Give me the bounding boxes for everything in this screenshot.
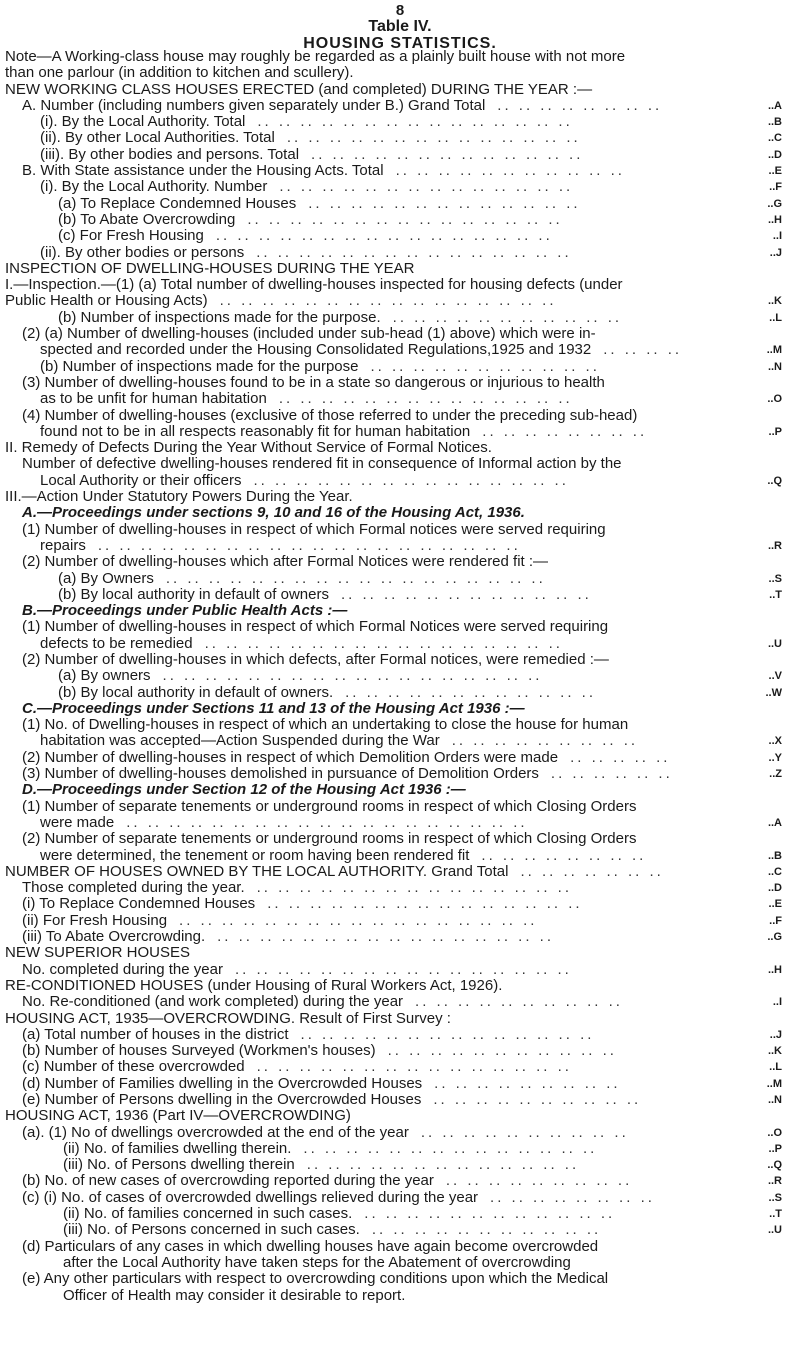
- document-line: [0, 1076, 800, 1092]
- line-text: (a) By owners: [58, 667, 151, 685]
- document-line: [0, 326, 800, 342]
- line-text: INSPECTION OF DWELLING-HOUSES DURING THE YEAR: [5, 259, 415, 277]
- document-line: [0, 1141, 800, 1157]
- line-text: (i). By the Local Authority. Number: [40, 178, 268, 196]
- page-number: 8: [395, 2, 405, 19]
- document-line: [0, 896, 800, 912]
- dot-leader: .. .. .. .. .. ..: [550, 766, 673, 783]
- document-line: [0, 245, 800, 261]
- document-line: [0, 717, 800, 733]
- document-line: [0, 554, 800, 570]
- line-text: defects to be remedied: [40, 634, 193, 652]
- line-text: habitation was accepted—Action Suspended during the War: [40, 732, 440, 750]
- line-text: (b) By local authority in default of owners: [58, 585, 329, 603]
- row-letter: ..B: [767, 116, 782, 129]
- document-line: [0, 342, 800, 358]
- document-line: [0, 1108, 800, 1124]
- document-line: [0, 505, 800, 521]
- row-letter: ..K: [767, 1045, 782, 1058]
- dot-leader: .. .. .. .. .. .. .. .. .. .. .. .. .. .. .. ..: [215, 228, 553, 245]
- line-text: (1) Number of dwelling-houses in respect of which Formal Notices were served requiring: [22, 618, 609, 636]
- row-letter: ..J: [769, 246, 782, 259]
- row-letter: ..C: [767, 865, 782, 878]
- row-letter: ..P: [768, 1142, 782, 1155]
- row-letter: ..U: [767, 637, 782, 650]
- dot-leader: .. .. .. .. .. .. .. .. .. .. .. .. .. ..: [279, 179, 574, 196]
- dot-leader: .. .. .. .. .. .. .. .. .. .. .. .. ..: [311, 146, 584, 163]
- line-text: D.—Proceedings under Section 12 of the Housing Act 1936 :—: [22, 781, 466, 799]
- document-line: [0, 359, 800, 375]
- dot-leader: .. .. .. .. .. .. .. .. .. ..: [420, 1124, 629, 1141]
- line-text: (a) By Owners: [58, 569, 154, 587]
- row-letter: ..Q: [767, 1159, 782, 1172]
- row-letter: ..A: [767, 816, 782, 829]
- line-text: NUMBER OF HOUSES OWNED BY THE LOCAL AUTHORITY. Grand Total: [5, 862, 509, 880]
- line-text: (iii) No. of Persons dwelling therein: [63, 1156, 295, 1174]
- line-text: (ii) No. of families dwelling therein.: [63, 1139, 292, 1157]
- row-letter: ..Q: [767, 474, 782, 487]
- document-line: [0, 913, 800, 929]
- line-text: III.—Action Under Statutory Powers During the Year.: [5, 488, 353, 506]
- line-text: (2) (a) Number of dwelling-houses (included under sub-head (1) above) which were in-: [22, 325, 596, 343]
- row-letter: ..K: [767, 295, 782, 308]
- dot-leader: .. .. .. .. .. .. .. .. .. .. .. ..: [345, 684, 597, 701]
- dot-leader: .. .. .. .. .. .. .. .. .. .. .. .. ..: [308, 195, 581, 212]
- document-line: [0, 1011, 800, 1027]
- document-line: [0, 473, 800, 489]
- line-text: Note—A Working-class house may roughly be regarded as a plainly built house with not more: [5, 48, 626, 65]
- document-line: [0, 1222, 800, 1238]
- row-letter: ..F: [769, 181, 782, 194]
- row-letter: ..D: [767, 882, 782, 895]
- line-text: were determined, the tenement or room having been rendered fit: [40, 846, 470, 864]
- document-line: [0, 782, 800, 798]
- row-letter: ..D: [767, 148, 782, 161]
- document-line: [0, 701, 800, 717]
- dot-leader: .. .. .. .. .. .. .. .. .. .. .. .. .. .. ..: [256, 1059, 572, 1076]
- line-text: (iii) No. of Persons concerned in such cases.: [63, 1221, 360, 1239]
- row-letter: ..N: [767, 1094, 782, 1106]
- document-line: [0, 147, 800, 163]
- row-letter: ..G: [767, 197, 782, 210]
- document-line: [0, 1239, 800, 1255]
- document-line: [0, 1125, 800, 1141]
- dot-leader: .. .. .. .. .. .. .. .. .. .. .. ..: [364, 1206, 616, 1223]
- line-text: (b) To Abate Overcrowding: [58, 210, 236, 228]
- dot-leader: .. .. .. .. .. .. .. .. .. .. .. .. .. .. ..: [257, 114, 573, 131]
- line-text: II. Remedy of Defects During the Year Without Service of Formal Notices.: [5, 439, 492, 457]
- line-text: No. completed during the year: [22, 960, 223, 978]
- row-letter: ..G: [767, 931, 782, 944]
- document-line: [0, 82, 800, 98]
- row-letter: ..L: [769, 311, 782, 324]
- document-line: [0, 962, 800, 978]
- line-text: (ii) No. of families concerned in such cases.: [63, 1205, 353, 1223]
- line-text: (b) Number of houses Surveyed (Workmen's houses): [22, 1042, 376, 1060]
- row-letter: ..X: [768, 735, 782, 748]
- dot-leader: .. .. .. .. .. .. .. .. .. .. .. .. .. .. .. ..: [217, 929, 555, 946]
- document-line: [0, 619, 800, 635]
- dot-leader: .. .. .. .. .. .. .. .. .. ..: [433, 1092, 642, 1108]
- document-line: [0, 587, 800, 603]
- document-line: [0, 163, 800, 179]
- document-line: [0, 196, 800, 212]
- dot-leader: .. .. .. .. .. .. .. .. .. .. .. .. .. .. ..: [253, 472, 569, 489]
- row-letter: ..U: [767, 1224, 782, 1237]
- line-text: (d) Number of Families dwelling in the Overcrowded Houses: [22, 1074, 423, 1092]
- document-line: [0, 880, 800, 896]
- document-line: [0, 799, 800, 815]
- line-text: (c) Number of these overcrowded: [22, 1058, 245, 1076]
- line-text: (i) To Replace Condemned Houses: [22, 895, 256, 913]
- line-text: (a) Total number of houses in the district: [22, 1025, 289, 1043]
- dot-leader: .. .. .. .. .. .. .. .. ..: [445, 1173, 633, 1190]
- document-line: [0, 1157, 800, 1173]
- line-text: (4) Number of dwelling-houses (exclusive of those referred to under the preceding sub-head): [22, 406, 638, 424]
- dot-leader: .. .. .. .. .. .. .. ..: [481, 847, 647, 864]
- row-letter: ..B: [767, 849, 782, 862]
- line-text: B.—Proceedings under Public Health Acts :—: [22, 602, 348, 620]
- row-letter: ..R: [767, 1175, 782, 1188]
- dot-leader: .. .. .. .. .. .. .. .. .. .. .. .. .. .. .. .. .. ..: [162, 668, 543, 685]
- line-text: (iii) To Abate Overcrowding.: [22, 928, 206, 946]
- document-line: [0, 1255, 800, 1271]
- document-line: [0, 440, 800, 456]
- line-text: (ii). By other bodies or persons: [40, 243, 245, 261]
- row-letter: ..A: [767, 99, 782, 112]
- document-line: [0, 1027, 800, 1043]
- line-text: (e) Number of Persons dwelling in the Overcrowded Houses: [22, 1091, 422, 1108]
- dot-leader: .. .. .. .. .. .. .. .. .. .. .. .. .. ..: [300, 1026, 595, 1043]
- line-text: Local Authority or their officers: [40, 471, 242, 489]
- row-letter: ..S: [768, 572, 782, 585]
- row-letter: ..Z: [769, 768, 782, 781]
- row-letter: ..F: [769, 914, 782, 927]
- line-text: A.—Proceedings under sections 9, 10 and 16 of the Housing Act, 1936.: [22, 504, 525, 522]
- line-text: RE-CONDITIONED HOUSES (under Housing of Rural Workers Act, 1926).: [5, 976, 503, 994]
- dot-leader: .. .. .. .. .. .. .. .. .. .. ..: [392, 309, 623, 326]
- document-line: [0, 848, 800, 864]
- line-text: B. With State assistance under the Housing Acts. Total: [22, 162, 384, 180]
- document-line: [0, 733, 800, 749]
- line-text: HOUSING ACT, 1935—OVERCROWDING. Result of First Survey :: [5, 1009, 451, 1027]
- row-letter: ..P: [768, 425, 782, 438]
- document-line: [0, 375, 800, 391]
- document-line: [0, 1271, 800, 1287]
- row-letter: ..C: [767, 132, 782, 145]
- row-letter: ..N: [767, 360, 782, 373]
- dot-leader: .. .. .. .. .. .. .. .. ..: [451, 733, 639, 750]
- document-line: [0, 1092, 800, 1108]
- row-letter: ..S: [768, 1191, 782, 1204]
- line-text: (3) Number of dwelling-houses demolished in pursuance of Demolition Orders: [22, 765, 539, 783]
- row-letter: ..W: [765, 686, 782, 699]
- document-line: [0, 668, 800, 684]
- document-line: [0, 864, 800, 880]
- document-line: [0, 456, 800, 472]
- document-line: [0, 831, 800, 847]
- row-letter: ..R: [767, 539, 782, 552]
- row-letter: ..E: [768, 898, 782, 911]
- line-text: spected and recorded under the Housing Consolidated Regulations,1925 and 1932: [40, 341, 592, 359]
- dot-leader: .. .. .. .. .. .. .. .. .. ..: [415, 994, 623, 1011]
- row-letter: ..I: [772, 230, 782, 243]
- dot-leader: .. .. .. .. .. .. .. .. .. .. .. .. .. .. ..: [256, 880, 573, 897]
- dot-leader: .. .. .. .. .. .. .. .. .. .. .. .. .. .. .. .. .. .. .. ..: [97, 537, 521, 554]
- line-text: (e) Any other particulars with respect to overcrowding conditions upon which the Medical: [22, 1270, 609, 1288]
- dot-leader: .. .. .. .. .. .. .. .. .. .. .. .. .. .. .. ..: [234, 961, 572, 978]
- dot-leader: .. .. .. .. .. .. .. .. .. .. .. .. .. ..: [286, 130, 581, 147]
- dot-leader: .. .. .. .. .. .. .. .. .. .. .. .. ..: [306, 1157, 580, 1174]
- dot-leader: .. .. .. .. .. .. .. .. ..: [434, 1075, 621, 1092]
- line-text: (3) Number of dwelling-houses found to be in a state so dangerous or injurious to health: [22, 373, 605, 391]
- section-title: HOUSING STATISTICS.: [303, 35, 497, 52]
- dot-leader: .. .. .. .. .. .. .. ..: [490, 1189, 655, 1206]
- document-line: [0, 929, 800, 945]
- line-text: I.—Inspection.—(1) (a) Total number of dwelling-houses inspected for housing defects (under: [5, 276, 623, 294]
- dot-leader: .. .. .. .. .. .. .. .. .. .. .. .. .. .. .. ..: [219, 293, 557, 310]
- line-text: A. Number (including numbers given separately under B.) Grand Total: [22, 96, 486, 114]
- dot-leader: .. .. .. .. .. .. .. .. .. .. ..: [371, 1222, 602, 1239]
- line-text: (i). By the Local Authority. Total: [40, 113, 246, 131]
- dot-leader: .. .. .. .. ..: [570, 749, 671, 766]
- row-letter: ..M: [766, 1077, 782, 1090]
- document-line: [0, 1173, 800, 1189]
- document-line: [0, 1043, 800, 1059]
- document-line: [0, 1059, 800, 1075]
- document-line: [0, 310, 800, 326]
- document-line: [0, 1206, 800, 1222]
- document-line: [0, 603, 800, 619]
- document-line: [0, 978, 800, 994]
- line-text: (2) Number of dwelling-houses in respect of which Demolition Orders were made: [22, 748, 559, 766]
- document-line: [0, 408, 800, 424]
- dot-leader: .. .. .. .. .. .. .. .. .. .. .. .. .. .. .. .. ..: [179, 912, 538, 929]
- line-text: (iii). By other bodies and persons. Total: [40, 145, 300, 163]
- dot-leader: .. .. .. .. .. .. .. .. .. .. .. .. .. .. .. .. .. ..: [165, 570, 546, 587]
- line-text: after the Local Authority have taken steps for the Abatement of overcrowding: [63, 1253, 571, 1271]
- row-letter: ..H: [767, 963, 782, 976]
- document-line: [0, 114, 800, 130]
- line-text: (ii) For Fresh Housing: [22, 911, 168, 929]
- line-text: (2) Number of dwelling-houses which after Formal Notices were rendered fit :—: [22, 553, 549, 571]
- dot-leader: .. .. .. .. .. .. .. .. .. .. .. .. .. ..: [303, 1140, 598, 1157]
- line-text: Number of defective dwelling-houses rendered fit in consequence of Informal action by the: [22, 455, 622, 473]
- dot-leader: .. .. .. .. .. .. .. ..: [497, 97, 663, 114]
- line-text: (b) By local authority in default of owners.: [58, 683, 334, 701]
- dot-leader: .. .. .. .. .. .. .. .. .. .. ..: [395, 163, 625, 180]
- line-text: Those completed during the year.: [22, 879, 245, 897]
- line-text: (ii). By other Local Authorities. Total: [40, 129, 275, 147]
- dot-leader: .. .. .. .. .. .. .. .. .. .. .. .. .. .. .. .. .. .. ..: [126, 814, 528, 831]
- line-text: (a). (1) No of dwellings overcrowded at the end of the year: [22, 1123, 409, 1141]
- line-text: (2) Number of dwelling-houses in which defects, after Formal notices, were remedied :—: [22, 650, 609, 668]
- document-line: [0, 750, 800, 766]
- line-text: NEW SUPERIOR HOUSES: [5, 944, 191, 962]
- dot-leader: .. .. .. .. .. .. .. .. .. .. .. .. .. ..: [278, 391, 573, 408]
- document-line: [0, 945, 800, 961]
- row-letter: ..V: [768, 670, 782, 683]
- document-line: [0, 98, 800, 114]
- row-letter: ..T: [769, 1208, 782, 1221]
- row-letter: ..O: [767, 1126, 782, 1139]
- row-letter: ..Y: [768, 751, 782, 764]
- document-line: [0, 766, 800, 782]
- line-text: as to be unfit for human habitation: [40, 390, 267, 408]
- row-letter: ..J: [769, 1028, 782, 1041]
- document-line: [0, 424, 800, 440]
- document-line: [0, 228, 800, 244]
- line-text: (1) Number of dwelling-houses in respect of which Formal notices were served requiring: [22, 520, 606, 538]
- document-line: [0, 179, 800, 195]
- row-letter: ..E: [768, 165, 782, 178]
- row-letter: ..T: [769, 588, 782, 601]
- document-line: [0, 1190, 800, 1206]
- dot-leader: .. .. .. ..: [603, 342, 683, 359]
- document-line: [0, 815, 800, 831]
- line-text: (a) To Replace Condemned Houses: [58, 194, 297, 212]
- document-line: [0, 522, 800, 538]
- row-letter: ..L: [769, 1061, 782, 1074]
- document-line: [0, 293, 800, 309]
- line-text: NEW WORKING CLASS HOUSES ERECTED (and completed) DURING THE YEAR :—: [5, 80, 593, 98]
- line-text: (d) Particulars of any cases in which dwelling houses have again become overcrowded: [22, 1237, 599, 1255]
- document-line: [0, 538, 800, 554]
- table-title: Table IV.: [368, 18, 432, 35]
- dot-leader: .. .. .. .. .. .. .. .. .. .. .. .. .. .. ..: [267, 896, 583, 913]
- line-text: Officer of Health may consider it desirable to report.: [63, 1286, 406, 1304]
- row-letter: ..O: [767, 393, 782, 406]
- document-line: [0, 261, 800, 277]
- line-text: C.—Proceedings under Sections 11 and 13 of the Housing Act 1936 :—: [22, 699, 525, 717]
- document-line: [0, 652, 800, 668]
- dot-leader: .. .. .. .. .. .. .. .. .. .. ..: [370, 358, 600, 375]
- dot-leader: .. .. .. .. .. .. .. .. .. .. ..: [387, 1043, 617, 1060]
- document-line: [0, 130, 800, 146]
- document-line: [0, 571, 800, 587]
- document-line: [0, 636, 800, 652]
- document-line: [0, 277, 800, 293]
- row-letter: ..H: [767, 213, 782, 226]
- line-text: (1) Number of separate tenements or underground rooms in respect of which Closing Orders: [22, 797, 637, 815]
- line-text: (2) Number of separate tenements or underground rooms in respect of which Closing Orders: [22, 830, 637, 848]
- line-text: (1) No. of Dwelling-houses in respect of which an undertaking to close the house for human: [22, 716, 629, 734]
- document-line: [0, 49, 800, 65]
- line-text: (b) No. of new cases of overcrowding reported during the year: [22, 1172, 434, 1190]
- statistics-body: [0, 49, 800, 1304]
- line-text: found not to be in all respects reasonably fit for human habitation: [40, 422, 471, 440]
- document-line: [0, 1288, 800, 1304]
- line-text: No. Re-conditioned (and work completed) during the year: [22, 993, 404, 1011]
- document-line: [0, 994, 800, 1010]
- dot-leader: .. .. .. .. .. .. .. .. .. .. .. ..: [340, 586, 592, 603]
- dot-leader: .. .. .. .. .. .. .. .. .. .. .. .. .. .. ..: [256, 244, 572, 261]
- dot-leader: .. .. .. .. .. .. .. .. .. .. .. .. .. .. ..: [247, 211, 563, 228]
- row-letter: ..I: [772, 996, 782, 1009]
- line-text: HOUSING ACT, 1936 (Part IV—OVERCROWDING): [5, 1107, 351, 1125]
- line-text: (c) (i) No. of cases of overcrowded dwellings relieved during the year: [22, 1188, 479, 1206]
- line-text: Public Health or Housing Acts): [5, 292, 208, 310]
- line-text: (c) For Fresh Housing: [58, 227, 204, 245]
- line-text: than one parlour (in addition to kitchen and scullery).: [5, 64, 354, 82]
- line-text: (b) Number of inspections made for the purpose: [40, 357, 359, 375]
- dot-leader: .. .. .. .. .. .. .. .. .. .. .. .. .. .. .. .. ..: [204, 635, 563, 652]
- dot-leader: .. .. .. .. .. .. ..: [520, 863, 664, 880]
- line-text: (b) Number of inspections made for the purpose.: [58, 308, 381, 326]
- document-line: [0, 685, 800, 701]
- document-line: [0, 489, 800, 505]
- document-line: [0, 391, 800, 407]
- document-line: [0, 65, 800, 81]
- row-letter: ..M: [766, 344, 782, 357]
- line-text: were made: [40, 813, 115, 831]
- dot-leader: .. .. .. .. .. .. .. ..: [482, 423, 648, 440]
- document-line: [0, 212, 800, 228]
- line-text: repairs: [40, 536, 86, 554]
